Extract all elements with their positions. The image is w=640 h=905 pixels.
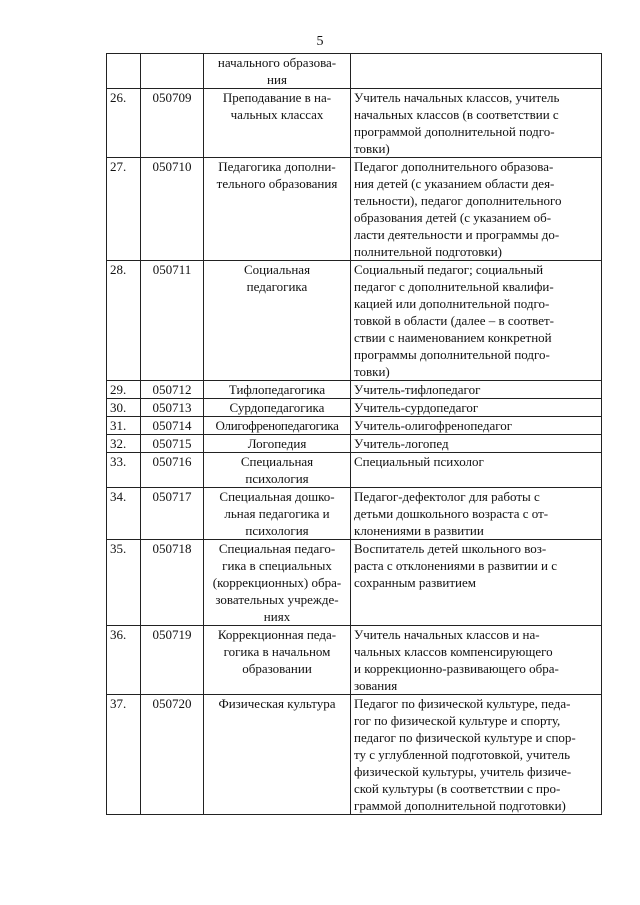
specialty-name: Олигофренопедагогика bbox=[204, 417, 351, 435]
table-row bbox=[107, 435, 602, 453]
specialty-code: 050709 bbox=[141, 89, 204, 158]
specialty-name: Специальная дошко- льная педагогика и психология bbox=[204, 488, 351, 540]
specialty-name: Педагогика дополни- тельного образования bbox=[204, 158, 351, 261]
specialty-name: Логопедия bbox=[204, 435, 351, 453]
row-number: 29. bbox=[107, 381, 141, 399]
specialty-name: Физическая культура bbox=[204, 695, 351, 815]
table-row bbox=[107, 158, 602, 261]
specialty-code: 050719 bbox=[141, 626, 204, 695]
specialty-code: 050711 bbox=[141, 261, 204, 381]
table-row bbox=[107, 89, 602, 158]
table-row bbox=[107, 540, 602, 626]
row-number: 27. bbox=[107, 158, 141, 261]
row-number: 31. bbox=[107, 417, 141, 435]
table-row bbox=[107, 261, 602, 381]
qualification: Учитель начальных классов и на- чальных классов компенсирующего и коррекционно-развивающего обра- зования bbox=[351, 626, 602, 695]
row-number: 36. bbox=[107, 626, 141, 695]
qualification: Социальный педагог; социальный педагог с дополнительной квалифи- кацией или дополнительной подго- товкой в области (далее – в соответ- ствии с наименованием конкретной программы дополнительной подго- товки) bbox=[351, 261, 602, 381]
qualification: Учитель-олигофренопедагог bbox=[351, 417, 602, 435]
row-number: 26. bbox=[107, 89, 141, 158]
specialty-name: Социальная педагогика bbox=[204, 261, 351, 381]
qualification bbox=[351, 54, 602, 89]
specialty-name: Преподавание в на- чальных классах bbox=[204, 89, 351, 158]
qualification: Учитель-сурдопедагог bbox=[351, 399, 602, 417]
row-number: 28. bbox=[107, 261, 141, 381]
table-row bbox=[107, 381, 602, 399]
row-number bbox=[107, 54, 141, 89]
specialty-code bbox=[141, 54, 204, 89]
specialty-code: 050715 bbox=[141, 435, 204, 453]
qualification: Специальный психолог bbox=[351, 453, 602, 488]
specialty-code: 050714 bbox=[141, 417, 204, 435]
specialty-code: 050713 bbox=[141, 399, 204, 417]
qualification: Учитель-тифлопедагог bbox=[351, 381, 602, 399]
specialty-code: 050716 bbox=[141, 453, 204, 488]
specialty-name: Специальная педаго- гика в специальных (коррекционных) обра- зовательных учрежде- ниях bbox=[204, 540, 351, 626]
table-row bbox=[107, 453, 602, 488]
specialties-table bbox=[106, 53, 602, 815]
specialty-code: 050717 bbox=[141, 488, 204, 540]
specialty-name: Специальная психология bbox=[204, 453, 351, 488]
specialty-name: Коррекционная педа- гогика в начальном образовании bbox=[204, 626, 351, 695]
row-number: 33. bbox=[107, 453, 141, 488]
qualification: Педагог-дефектолог для работы с детьми дошкольного возраста с от- клонениями в развитии bbox=[351, 488, 602, 540]
table-row bbox=[107, 488, 602, 540]
specialty-name: начального образова- ния bbox=[204, 54, 351, 89]
qualification: Педагог по физической культуре, педа- гог по физической культуре и спорту, педагог по физической культуре и спор- ту с углубленной подготовкой, учитель физической культуры, учитель физиче- ской культуры (в соответствии с про- граммой дополнительной подготовки) bbox=[351, 695, 602, 815]
specialty-name: Тифлопедагогика bbox=[204, 381, 351, 399]
row-number: 32. bbox=[107, 435, 141, 453]
row-number: 35. bbox=[107, 540, 141, 626]
specialty-code: 050710 bbox=[141, 158, 204, 261]
specialty-name: Сурдопедагогика bbox=[204, 399, 351, 417]
specialty-code: 050712 bbox=[141, 381, 204, 399]
specialty-code: 050720 bbox=[141, 695, 204, 815]
table-row bbox=[107, 626, 602, 695]
row-number: 37. bbox=[107, 695, 141, 815]
page-number: 5 bbox=[316, 34, 324, 49]
specialty-code: 050718 bbox=[141, 540, 204, 626]
qualification: Воспитатель детей школьного воз- раста с отклонениями в развитии и с сохранным развитием bbox=[351, 540, 602, 626]
table-row bbox=[107, 54, 602, 89]
qualification: Учитель-логопед bbox=[351, 435, 602, 453]
qualification: Педагог дополнительного образова- ния детей (с указанием области дея- тельности), педагог дополнительного образования детей (с указанием об- ласти деятельности и программы до- полнительной подготовки) bbox=[351, 158, 602, 261]
table-row bbox=[107, 399, 602, 417]
table-row bbox=[107, 417, 602, 435]
qualification: Учитель начальных классов, учитель начальных классов (в соответствии с программой дополнительной подго- товки) bbox=[351, 89, 602, 158]
row-number: 34. bbox=[107, 488, 141, 540]
row-number: 30. bbox=[107, 399, 141, 417]
table-row bbox=[107, 695, 602, 815]
